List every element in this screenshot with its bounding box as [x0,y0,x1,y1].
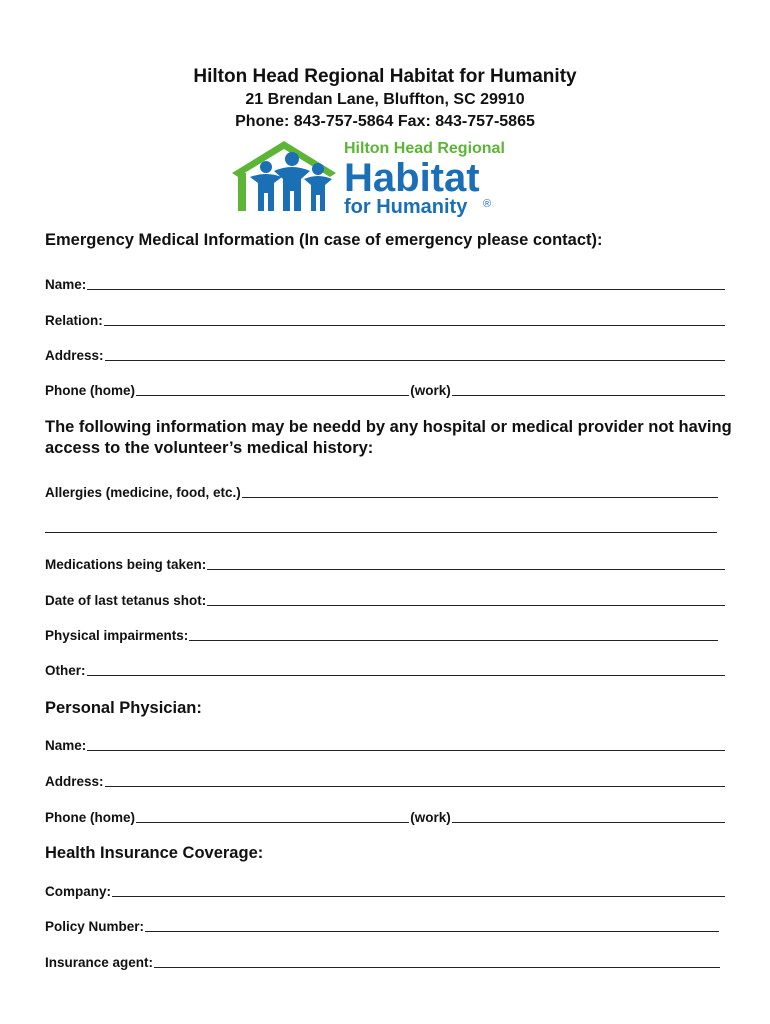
insurance-company-field[interactable] [45,881,725,899]
emergency-name-field[interactable] [45,274,725,292]
emergency-address-field[interactable] [45,345,725,363]
insurance-heading: Health Insurance Coverage: [45,844,264,862]
field-label: Date of last tetanus shot: [45,593,207,608]
physician-name-field[interactable] [45,735,725,753]
emergency-heading: Emergency Medical Information (In case of emergency please contact): [45,231,603,249]
habitat-logo [228,133,528,219]
medications-field[interactable] [45,554,725,572]
field-label: Insurance agent: [45,955,154,970]
physician-phone-field[interactable] [45,807,725,825]
medical-heading: The following information may be needd by any hospital or medical provider not having access to the volunteer’s medical history: [45,418,732,457]
allergies-extra-line[interactable] [45,532,717,533]
registered-mark: ® [483,198,492,210]
org-address: 21 Brendan Lane, Bluffton, SC 29910 [245,91,525,108]
physician-heading: Personal Physician: [45,699,202,717]
logo-line1: Hilton Head Regional [344,140,505,157]
allergies-field[interactable] [45,482,718,500]
logo-line2: Habitat [344,156,480,200]
field-label: Name: [45,277,87,292]
field-label: Name: [45,738,87,753]
field-label: (work) [410,810,451,825]
physician-address-field[interactable] [45,771,725,789]
other-field[interactable] [45,660,725,678]
org-phone-fax: Phone: 843-757-5864 Fax: 843-757-5865 [235,113,535,130]
field-label: Phone (home) [45,383,135,398]
field-label: (work) [410,383,451,398]
tetanus-field[interactable] [45,590,725,608]
emergency-phone-field[interactable] [45,380,725,398]
field-label: Physical impairments: [45,628,189,643]
field-label: Medications being taken: [45,557,207,572]
policy-number-field[interactable] [45,916,719,934]
field-label: Phone (home) [45,810,135,825]
field-label: Address: [45,774,104,789]
impairments-field[interactable] [45,625,718,643]
field-label: Address: [45,348,104,363]
field-label: Relation: [45,313,103,328]
org-title: Hilton Head Regional Habitat for Humanity [193,66,577,87]
field-label: Allergies (medicine, food, etc.) [45,485,241,500]
field-label: Other: [45,663,86,678]
emergency-relation-field[interactable] [45,310,725,328]
field-label: Policy Number: [45,919,145,934]
logo-line3: for Humanity [344,196,468,218]
insurance-agent-field[interactable] [45,952,720,970]
field-label: Company: [45,884,112,899]
